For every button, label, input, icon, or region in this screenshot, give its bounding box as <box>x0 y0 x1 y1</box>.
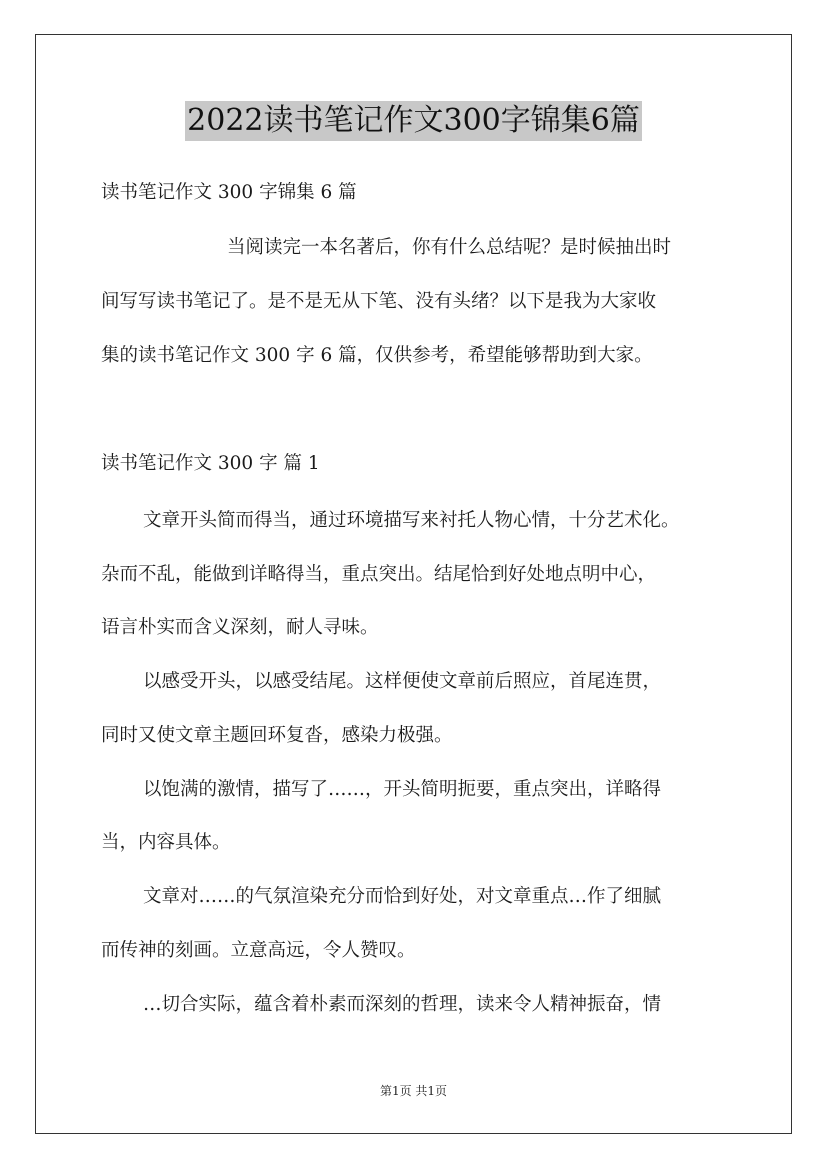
body-line-8: 文章对……的气氛渲染充分而恰到好处，对文章重点…作了细腻 <box>143 886 662 907</box>
intro-line-2: 间写写读书笔记了。是不是无从下笔、没有头绪？以下是我为大家收 <box>101 291 657 312</box>
body-line-3: 语言朴实而含义深刻，耐人寻味。 <box>101 617 379 638</box>
intro-line-3: 集的读书笔记作文 300 字 6 篇，仅供参考，希望能够帮助到大家。 <box>101 345 653 366</box>
body-line-10: …切合实际，蕴含着朴素而深刻的哲理，读来令人精神振奋，情 <box>143 994 662 1015</box>
body-line-2: 杂而不乱，能做到详略得当，重点突出。结尾恰到好处地点明中心， <box>101 564 657 585</box>
page-number-footer: 第1页 共1页 <box>379 1084 448 1098</box>
section-heading: 读书笔记作文 300 字 篇 1 <box>101 453 320 474</box>
body-line-4: 以感受开头，以感受结尾。这样便使文章前后照应，首尾连贯， <box>143 671 662 692</box>
body-line-5: 同时又使文章主题回环复沓，感染力极强。 <box>101 725 453 746</box>
body-line-1: 文章开头简而得当，通过环境描写来衬托人物心情，十分艺术化。 <box>143 510 680 531</box>
intro-line-1: 当阅读完一本名著后，你有什么总结呢？是时候抽出时 <box>227 237 672 258</box>
body-line-9: 而传神的刻画。立意高远，令人赞叹。 <box>101 940 416 961</box>
title-container <box>0 101 827 141</box>
document-title: 2022读书笔记作文300字锦集6篇 <box>185 101 642 141</box>
body-line-7: 当，内容具体。 <box>101 832 231 853</box>
subtitle: 读书笔记作文 300 字锦集 6 篇 <box>101 182 357 203</box>
body-line-6: 以饱满的激情，描写了……，开头简明扼要，重点突出，详略得 <box>143 779 662 800</box>
